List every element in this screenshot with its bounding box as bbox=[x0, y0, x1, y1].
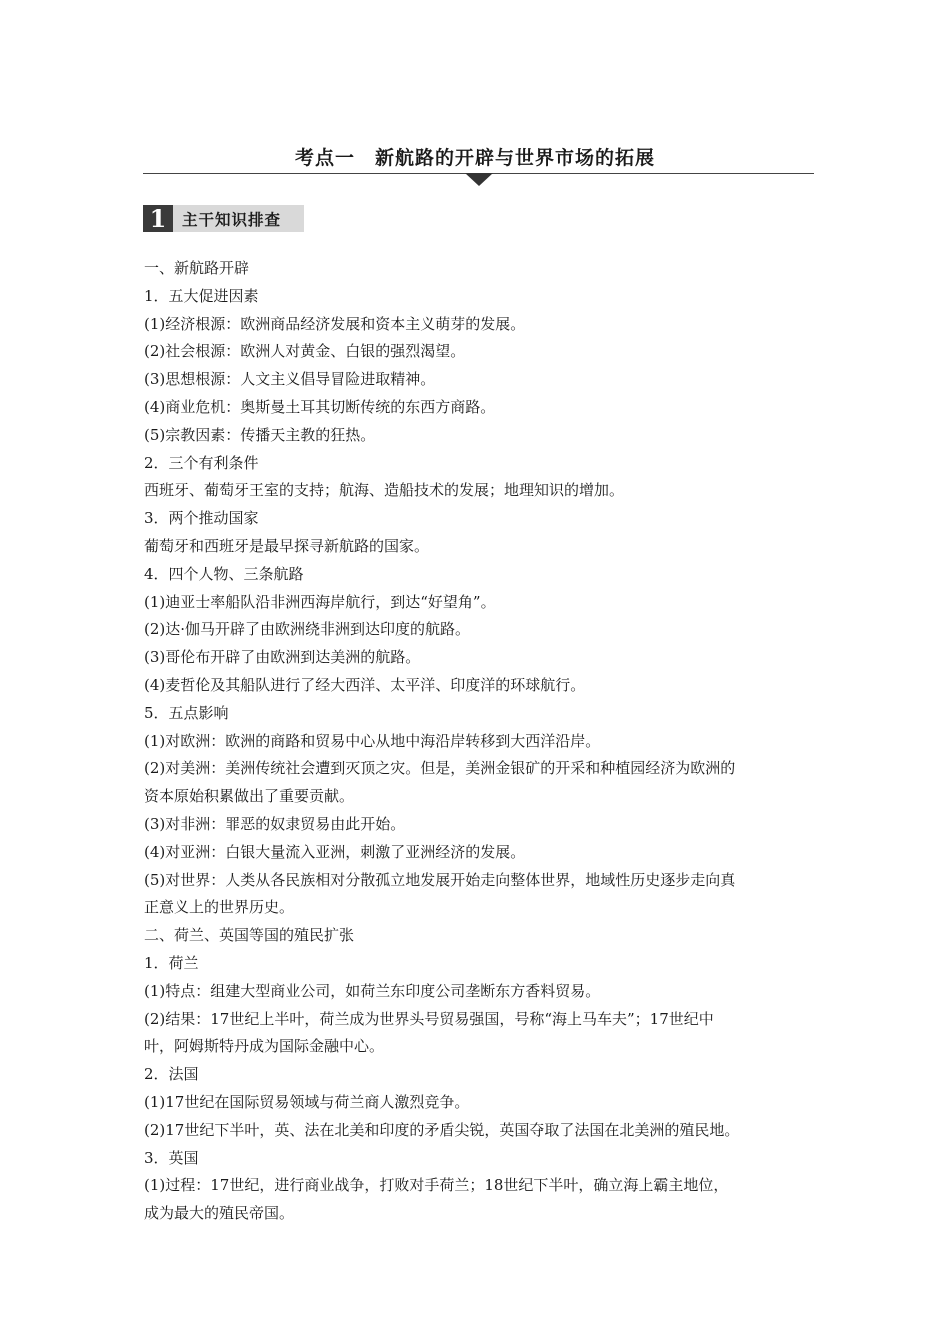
section-number-badge: 1 bbox=[143, 205, 173, 232]
text-line: (2)达·伽马开辟了由欧洲绕非洲到达印度的航路。 bbox=[144, 620, 471, 639]
text-line: (1)过程：17世纪，进行商业战争，打败对手荷兰；18世纪下半叶，确立海上霸主地位， bbox=[144, 1176, 729, 1195]
text-line: 1．五大促进因素 bbox=[144, 286, 259, 305]
section-label: 主干知识排查 bbox=[173, 205, 304, 232]
text-line: 二、荷兰、英国等国的殖民扩张 bbox=[144, 926, 355, 945]
text-line: (3)思想根源：人文主义倡导冒险进取精神。 bbox=[144, 370, 436, 389]
text-line: 1．荷兰 bbox=[144, 953, 199, 972]
text-line: (2)对美洲：美洲传统社会遭到灭顶之灾。但是，美洲金银矿的开采和种植园经济为欧洲的 bbox=[144, 759, 736, 778]
section-header bbox=[143, 205, 304, 232]
text-line: 正意义上的世界历史。 bbox=[144, 898, 295, 917]
text-line: (4)商业危机：奥斯曼土耳其切断传统的东西方商路。 bbox=[144, 397, 496, 416]
text-line: 叶，阿姆斯特丹成为国际金融中心。 bbox=[144, 1037, 385, 1056]
text-line: 5．五点影响 bbox=[144, 703, 229, 722]
text-line: (1)经济根源：欧洲商品经济发展和资本主义萌芽的发展。 bbox=[144, 314, 526, 333]
title-triangle-marker bbox=[465, 173, 493, 186]
text-line: 3．两个推动国家 bbox=[144, 509, 259, 528]
text-line: (5)对世界：人类从各民族相对分散孤立地发展开始走向整体世界，地域性历史逐步走向真 bbox=[144, 870, 736, 889]
text-line: (2)结果：17世纪上半叶，荷兰成为世界头号贸易强国，号称“海上马车夫”；17世纪中 bbox=[144, 1009, 714, 1028]
text-line: 2．三个有利条件 bbox=[144, 453, 259, 472]
text-line: (3)哥伦布开辟了由欧洲到达美洲的航路。 bbox=[144, 648, 421, 667]
text-line: 西班牙、葡萄牙王室的支持；航海、造船技术的发展；地理知识的增加。 bbox=[144, 481, 625, 500]
text-line: 2．法国 bbox=[144, 1065, 199, 1084]
document-body bbox=[144, 255, 814, 1228]
text-line: 资本原始积累做出了重要贡献。 bbox=[144, 787, 355, 806]
text-line: (2)17世纪下半叶，英、法在北美和印度的矛盾尖锐，英国夺取了法国在北美洲的殖民地。 bbox=[144, 1120, 740, 1139]
text-line: 葡萄牙和西班牙是最早探寻新航路的国家。 bbox=[144, 536, 430, 555]
text-line: (4)对亚洲：白银大量流入亚洲，刺激了亚洲经济的发展。 bbox=[144, 842, 526, 861]
text-line: 成为最大的殖民帝国。 bbox=[144, 1204, 295, 1223]
page-title: 考点一 新航路的开辟与世界市场的拓展 bbox=[294, 147, 655, 169]
text-line: (1)迪亚士率船队沿非洲西海岸航行，到达“好望角”。 bbox=[144, 592, 496, 611]
text-line: (1)特点：组建大型商业公司，如荷兰东印度公司垄断东方香料贸易。 bbox=[144, 981, 601, 1000]
text-line: 4．四个人物、三条航路 bbox=[144, 564, 304, 583]
text-line: (5)宗教因素：传播天主教的狂热。 bbox=[144, 425, 376, 444]
text-line: (4)麦哲伦及其船队进行了经大西洋、太平洋、印度洋的环球航行。 bbox=[144, 675, 586, 694]
text-line: 3．英国 bbox=[144, 1148, 199, 1167]
text-line: (1)17世纪在国际贸易领域与荷兰商人激烈竞争。 bbox=[144, 1092, 470, 1111]
text-line: (1)对欧洲：欧洲的商路和贸易中心从地中海沿岸转移到大西洋沿岸。 bbox=[144, 731, 601, 750]
text-line: (2)社会根源：欧洲人对黄金、白银的强烈渴望。 bbox=[144, 342, 466, 361]
text-line: (3)对非洲：罪恶的奴隶贸易由此开始。 bbox=[144, 814, 406, 833]
text-line: 一、新航路开辟 bbox=[144, 259, 250, 277]
